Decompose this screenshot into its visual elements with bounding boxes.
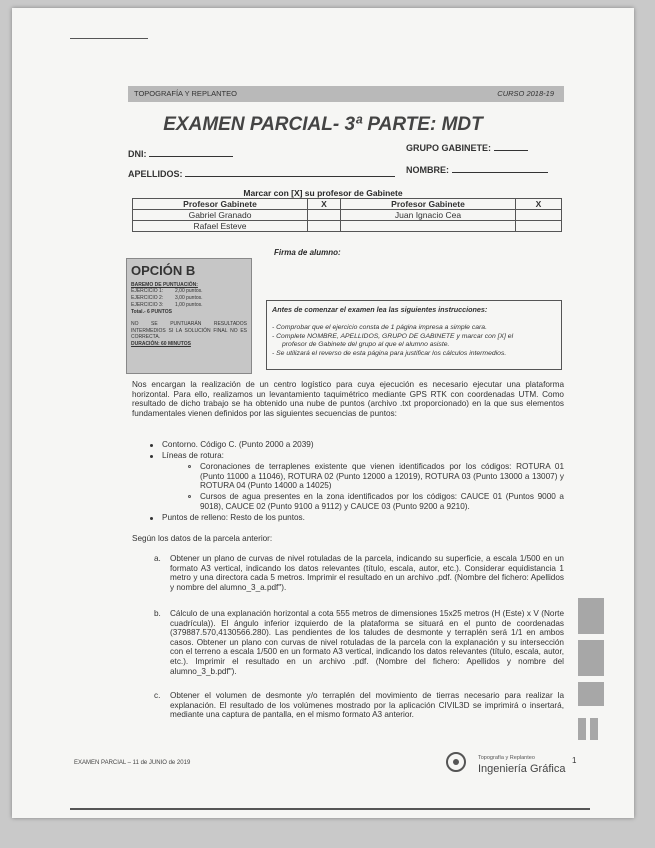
question-letter: c. — [154, 691, 161, 700]
instructions-heading: Antes de comenzar el examen lea las siguientes instrucciones: — [272, 305, 488, 314]
bullet-text: Contorno. Código C. (Punto 2000 a 2039) — [162, 440, 314, 449]
table-row — [133, 221, 562, 232]
bullet-dot-icon — [150, 517, 153, 520]
logo-subtitle: Topografía y Replanteo — [478, 755, 535, 761]
score-value: 1,00 puntos. — [175, 302, 203, 308]
bullet-contorno — [162, 440, 562, 450]
score-row — [131, 302, 247, 309]
score-row — [131, 295, 247, 302]
top-rule — [70, 38, 148, 39]
score-label: EJERCICIO 3: — [131, 302, 164, 308]
question-text: Cálculo de una explanación horizontal a cota 555 metros de dimensiones 15x25 metros (H (Este) x V (Norte cuadrícula)). El ángulo inferior izquierdo de la plataforma se situará en el punto de coordenadas (379887.570,4130566.280). Las pendientes de los taludes de desmonte y terraplén será 1/1 en ambos casos. Obtener un plano con curvas de nivel rotuladas de la parcela con la explanación y su intersección con el terreno a escala 1/500 en un formato A3 vertical, indicando los datos relevantes (título, escala, autor, etc.). Imprimir el resultado en un archivo .pdf. (Nombre del fichero: Apellidos y nombre del alumno_3_b.pdf"). — [170, 609, 564, 676]
bullet-relleno — [162, 513, 562, 523]
bullet-text: Coronaciones de terraplenes existente que vienen identificados por los códigos: ROTURA 01 (Punto 11000 a 11046), ROTURA 02 (Punto 12000 a 12019), ROTURA 03 (Punto 13000 a 13007) y ROTURA 04 (Punto 14000 a 14025) — [200, 462, 564, 491]
score-row — [131, 288, 247, 295]
instruction-item: - Complete NOMBRE, APELLIDOS, GRUPO DE GABINETE y marcar con [X] el — [272, 332, 514, 340]
question-text: Obtener un plano de curvas de nivel rotuladas de la parcela, indicando su superficie, a escala 1/500 en un formato A3 vertical, indicando los datos relevantes (título, escala, autor, etc.). Considerar equidistancia 1 metro y una directora cada 5 metros. Imprimir el resultado en un archivo .pdf. (Nombre del fichero: Apellidos y nombre del alumno_3_a.pdf"). — [170, 554, 564, 592]
professor-name — [341, 221, 516, 232]
instruction-item: - Se utilizará el reverso de esta página para justificar los cálculos intermedios. — [272, 349, 507, 357]
apellidos-line — [185, 168, 395, 177]
nombre-field[interactable] — [406, 164, 548, 175]
professor-checkbox[interactable] — [308, 210, 341, 221]
bullet-cursos — [200, 492, 564, 511]
exam-page — [12, 8, 634, 818]
professor-name: Gabriel Granado — [133, 210, 308, 221]
option-duration: DURACIÓN: 60 MINUTOS — [131, 340, 191, 347]
edge-tab — [578, 598, 604, 634]
intro-paragraph: Nos encargan la realización de un centro logístico para cuya ejecución es necesario ejecutar una plataforma horizontal. Para ello, realizamos un levantamiento taquimétrico mediante GPS RTK con coordenadas UTM. Como resultado de dicho trabajo se ha obtenido una nube de puntos (archivo .txt proporcionado) en la que sus elementos fundamentales vienen definidos por las siguientes secuencias de puntos: — [132, 380, 564, 418]
baremo-title: BAREMO DE PUNTUACIÓN: — [131, 282, 198, 288]
table-header: X — [516, 199, 562, 210]
score-total: Total.- 6 PUNTOS — [131, 309, 172, 315]
score-value: 3,00 puntos. — [175, 295, 203, 301]
professor-checkbox[interactable] — [516, 210, 562, 221]
dni-line — [149, 148, 233, 157]
bullet-text: Líneas de rotura: — [162, 451, 224, 460]
professor-checkbox[interactable] — [308, 221, 341, 232]
nombre-line — [452, 164, 548, 173]
bullet-text: Puntos de relleno: Resto de los puntos. — [162, 513, 305, 522]
table-row — [133, 210, 562, 221]
grupo-label: GRUPO GABINETE: — [406, 143, 492, 153]
bullet-coronaciones — [200, 462, 564, 491]
score-value: 2,00 puntos. — [175, 288, 203, 294]
score-label: EJERCICIO 2: — [131, 295, 164, 301]
instructions-box — [266, 300, 562, 370]
page-number: 1 — [572, 756, 577, 765]
dni-field[interactable] — [128, 148, 233, 159]
option-note: NO SE PUNTUARÁN RESULTADOS INTERMEDIOS SI LA SOLUCIÓN FINAL NO ES CORRECTA. — [131, 321, 247, 340]
footer-date: EXAMEN PARCIAL – 11 de JUNIO de 2019 — [74, 760, 191, 766]
professor-name: Rafael Esteve — [133, 221, 308, 232]
professor-table — [132, 198, 562, 232]
department-logo-icon — [446, 752, 466, 772]
bullet-lineas — [162, 451, 562, 461]
exam-title: EXAMEN PARCIAL- 3ª PARTE: MDT — [163, 114, 483, 135]
firma-label: Firma de alumno: — [274, 248, 341, 257]
segun-text: Según los datos de la parcela anterior: — [132, 534, 273, 543]
instruction-item: profesor de Gabinete del grupo al que el alumno asiste. — [282, 341, 450, 348]
header-bar — [128, 86, 564, 102]
table-header: Profesor Gabinete — [133, 199, 308, 210]
question-letter: a. — [154, 554, 161, 563]
bottom-rule — [70, 808, 590, 810]
edge-tab — [578, 718, 586, 740]
mark-professor-title: Marcar con [X] su profesor de Gabinete — [243, 188, 403, 198]
option-box — [126, 258, 252, 374]
professor-name: Juan Ignacio Cea — [341, 210, 516, 221]
option-title: OPCIÓN B — [131, 263, 196, 278]
grupo-line — [494, 142, 528, 151]
bullet-text: Cursos de agua presentes en la zona identificados por los códigos: CAUCE 01 (Puntos 9000 a 9018), CAUCE 02 (Punto 9100 a 9112) y CAUCE 03 (Punto 9200 a 9210). — [200, 492, 564, 511]
dni-label: DNI: — [128, 149, 147, 159]
apellidos-field[interactable] — [128, 168, 395, 179]
apellidos-label: APELLIDOS: — [128, 169, 183, 179]
table-header: Profesor Gabinete — [341, 199, 516, 210]
score-label: EJERCICIO 1: — [131, 288, 164, 294]
course-year: CURSO 2018-19 — [497, 89, 554, 98]
bullet-dot-icon — [150, 455, 153, 458]
edge-tab — [578, 640, 604, 676]
course-name: TOPOGRAFÍA Y REPLANTEO — [134, 89, 237, 98]
bullet-dot-icon — [150, 444, 153, 447]
nombre-label: NOMBRE: — [406, 165, 449, 175]
edge-tab — [590, 718, 598, 740]
professor-checkbox[interactable] — [516, 221, 562, 232]
bullet-ring-icon — [188, 465, 191, 468]
edge-tab — [578, 682, 604, 706]
grupo-field[interactable] — [406, 142, 528, 153]
question-letter: b. — [154, 609, 161, 618]
bullet-ring-icon — [188, 495, 191, 498]
table-header-row — [133, 199, 562, 210]
instruction-item: - Comprobar que el ejercicio consta de 1 página impresa a simple cara. — [272, 324, 487, 331]
logo-title: Ingeniería Gráfica — [478, 763, 566, 775]
question-text: Obtener el volumen de desmonte y/o terraplén del movimiento de tierras necesario para realizar la explanación. El resultado de los volúmenes mostrado por la aplicación CIVIL3D se imprimirá o insertará, mediante una captura de pantalla, en el mismo formato A3 anterior. — [170, 691, 564, 720]
table-header: X — [308, 199, 341, 210]
